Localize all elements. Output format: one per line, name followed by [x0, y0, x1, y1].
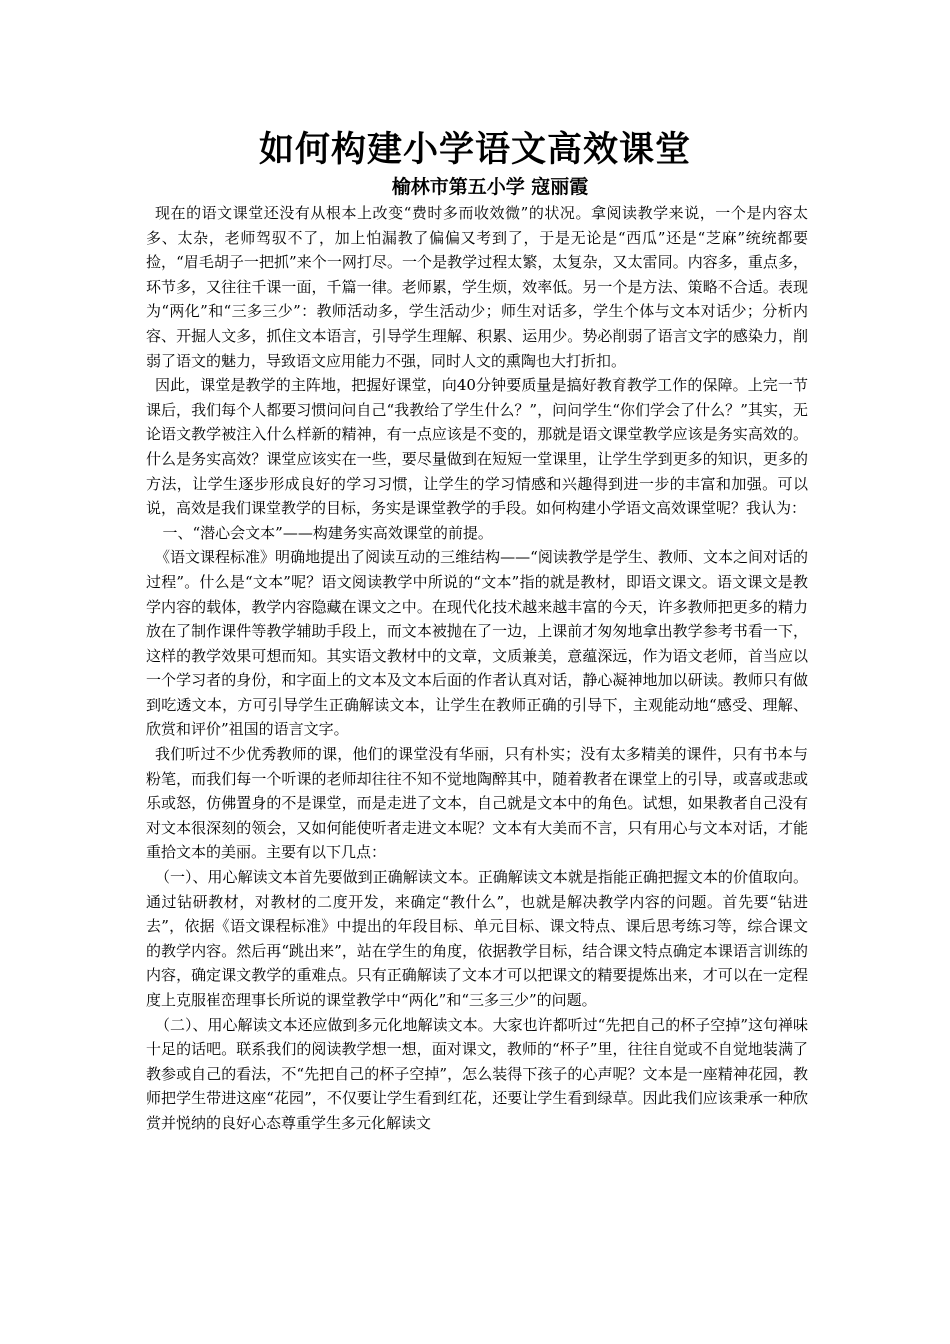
document-title: 如何构建小学语文高效课堂 — [258, 129, 691, 170]
document-author: 榆林市第五小学 寇丽霞 — [391, 176, 589, 198]
paragraph: 《语文课程标准》明确地提出了阅读互动的三维结构——“阅读教学是学生、教师、文本之间对话的过程”。什么是“文本”呢？语文阅读教学中所说的“文本”指的就是教材，即语文课文。语文课文是教学内容的载体，教学内容隐藏在课文之中。在现代化技术越来越丰富的今天，许多教师把更多的精力放在了制作课件等教学辅助手段上，而文本被抛在了一边，上课前才匆匆地拿出教学参考书看一下，这样的教学效果可想而知。其实语文教材中的文章，文质兼美，意蕴深远，作为语文老师，首当应以一个学习者的身份，和字面上的文本及文本后面的作者认真对话，静心凝神地加以研读。教师只有做到吃透文本，方可引导学生正确解读文本，让学生在教师正确的引导下，主观能动地“感受、理解、欣赏和评价”祖国的语言文字。 — [146, 548, 808, 739]
paragraph: （一）、用心解读文本首先要做到正确解读文本。正确解读文本就是指能正确把握文本的价值取向。通过钻研教材，对教材的二度开发，来确定“教什么”，也就是解决教学内容的问题。首先要“钻进去”，依据《语文课程标准》中提出的年段目标、单元目标、课文特点、课后思考练习等，综合课文的教学内容。然后再“跳出来”，站在学生的角度，依据教学目标，结合课文特点确定本课语言训练的内容，确定课文教学的重难点。只有正确解读了文本才可以把课文的精要提炼出来，才可以在一定程度上克服崔峦理事长所说的课堂教学中“两化”和“三多三少”的问题。 — [146, 868, 808, 1009]
section-heading: 一、“潜心会文本”——构建务实高效课堂的前提。 — [162, 523, 493, 542]
paragraph: 现在的语文课堂还没有从根本上改变“费时多而收效微”的状况。拿阅读教学来说，一个是内容太多、太杂，老师驾驭不了，加上怕漏教了偏偏又考到了，于是无论是“西瓜”还是“芝麻”统统都要捡，“眉毛胡子一把抓”来个一网打尽。一个是教学过程太繁，太复杂，又太雷同。内容多，重点多，环节多，又往往千课一面，千篇一律。老师累，学生烦，效率低。另一个是方法、策略不合适。表现为“两化”和“三多三少”：教师活动多，学生活动少；师生对话多，学生个体与文本对话少；分析内容、开掘人文多，抓住文本语言，引导学生理解、积累、运用少。势必削弱了语言文字的感染力，削弱了语文的魅力，导致语文应用能力不强，同时人文的熏陶也大打折扣。 — [146, 204, 808, 370]
paragraph: （二）、用心解读文本还应做到多元化地解读文本。大家也许都听过“先把自己的杯子空掉”这句禅味十足的话吧。联系我们的阅读教学想一想，面对课文，教师的“杯子”里，往往自觉或不自觉地装满了教参或自己的看法，不“先把自己的杯子空掉”，怎么装得下孩子的心声呢？文本是一座精神花园，教师把学生带进这座“花园”，不仅要让学生看到红花，还要让学生看到绿草。因此我们应该秉承一种欣赏并悦纳的良好心态尊重学生多元化解读文 — [146, 1015, 808, 1132]
document-body — [146, 201, 808, 1136]
paragraph: 我们听过不少优秀教师的课，他们的课堂没有华丽，只有朴实；没有太多精美的课件，只有书本与粉笔，而我们每一个听课的老师却往往不知不觉地陶醉其中，随着教者在课堂上的引导，或喜或悲或乐或怒，仿佛置身的不是课堂，而是走进了文本，自己就是文本中的角色。试想，如果教者自己没有对文本很深刻的领会，又如何能使听者走进文本呢？文本有大美而不言，只有用心与文本对话，才能重拾文本的美丽。主要有以下几点： — [146, 745, 808, 862]
paragraph: 因此，课堂是教学的主阵地，把握好课堂，向40分钟要质量是搞好教育教学工作的保障。上完一节课后，我们每个人都要习惯问问自己“我教给了学生什么？”，问问学生“你们学会了什么？”其实，无论语文教学被注入什么样新的精神，有一点应该是不变的，那就是语文课堂教学应该是务实高效的。什么是务实高效？课堂应该实在一些，要尽量做到在短短一堂课里，让学生学到更多的知识，更多的方法，让学生逐步形成良好的学习习惯，让学生的学习情感和兴趣得到进一步的丰富和加强。可以说，高效是我们课堂教学的目标，务实是课堂教学的手段。如何构建小学语文高效课堂呢？我认为： — [146, 376, 808, 518]
